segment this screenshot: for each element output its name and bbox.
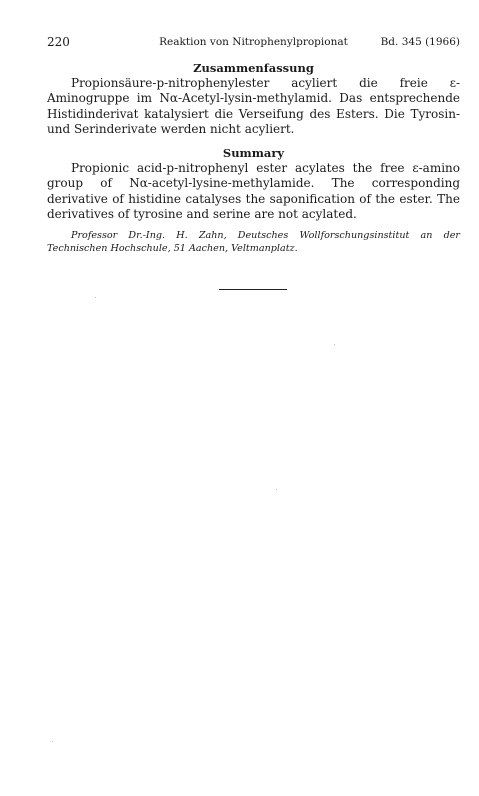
zusammenfassung-heading: Zusammenfassung bbox=[193, 61, 314, 75]
page-number: 220 bbox=[47, 35, 70, 49]
scan-speck bbox=[334, 344, 335, 345]
zusammenfassung-text: Propionsäure-p-nitrophenylester acyliert die freie ε-Aminogruppe im Nα-Acetyl-lysin-methylamid. Das entsprechende Histidinderivat katalysiert die Verseifung des Esters. Die Tyrosin- und Serinderivate werden nicht acyliert. bbox=[47, 76, 460, 136]
running-header bbox=[47, 34, 460, 50]
scan-speck bbox=[276, 489, 277, 490]
volume-info: Bd. 345 (1966) bbox=[380, 36, 460, 48]
scan-speck bbox=[95, 297, 96, 298]
scan-speck bbox=[52, 741, 53, 742]
author-affiliation: Professor Dr.-Ing. H. Zahn, Deutsches Wollforschungsinstitut an der Technischen Hochschule, 51 Aachen, Veltmanplatz. bbox=[47, 230, 460, 254]
running-title: Reaktion von Nitrophenylpropionat bbox=[159, 36, 348, 48]
end-of-article-rule bbox=[219, 289, 287, 290]
summary-text: Propionic acid-p-nitrophenyl ester acylates the free ε-amino group of Nα-acetyl-lysine-methylamide. The corresponding derivative of histidine catalyses the saponification of the ester. The derivatives of tyrosine and serine are not acylated. bbox=[47, 161, 460, 221]
summary-heading: Summary bbox=[222, 146, 285, 160]
